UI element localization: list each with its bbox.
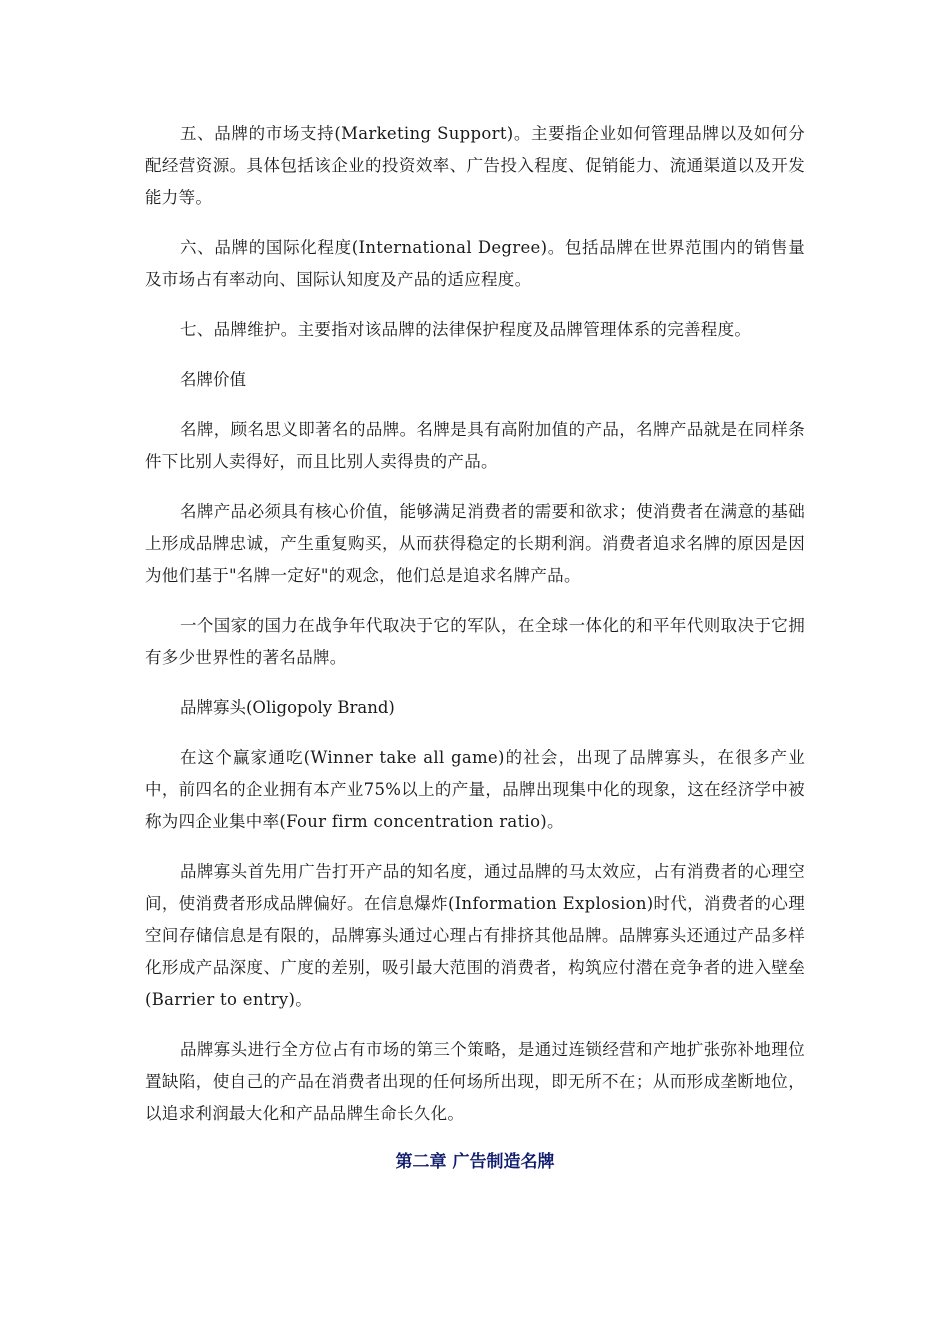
- paragraph-oligopoly-advertising: 品牌寡头首先用广告打开产品的知名度，通过品牌的马太效应，占有消费者的心理空间，使消费者形成品牌偏好。在信息爆炸(Information Explosion)时代，消费者的心理空间存储信息是有限的，品牌寡头通过心理占有排挤其他品牌。品牌寡头还通过产品多样化形成产品深度、广度的差别，吸引最大范围的消费者，构筑应付潜在竞争者的进入壁垒(Barrier to entry)。: [145, 862, 805, 1009]
- paragraph-national-power: 一个国家的国力在战争年代取决于它的军队，在全球一体化的和平年代则取决于它拥有多少世界性的著名品牌。: [145, 616, 805, 667]
- paragraph-international-degree: 六、品牌的国际化程度(International Degree)。包括品牌在世界范围内的销售量及市场占有率动向、国际认知度及产品的适应程度。: [145, 238, 805, 289]
- section-heading-oligopoly-brand: 品牌寡头(Oligopoly Brand): [180, 698, 395, 717]
- paragraph-famous-brand-core-value: 名牌产品必须具有核心价值，能够满足消费者的需要和欲求；使消费者在满意的基础上形成品牌忠诚，产生重复购买，从而获得稳定的长期利润。消费者追求名牌的原因是因为他们基于"名牌一定好"的观念，他们总是追求名牌产品。: [145, 502, 805, 585]
- section-heading-famous-brand-value: 名牌价值: [180, 370, 246, 389]
- paragraph-marketing-support: 五、品牌的市场支持(Marketing Support)。主要指企业如何管理品牌以及如何分配经营资源。具体包括该企业的投资效率、广告投入程度、促销能力、流通渠道以及开发能力等。: [145, 124, 805, 207]
- paragraph-brand-maintenance: 七、品牌维护。主要指对该品牌的法律保护程度及品牌管理体系的完善程度。: [180, 320, 752, 339]
- paragraph-famous-brand-definition: 名牌，顾名思义即著名的品牌。名牌是具有高附加值的产品，名牌产品就是在同样条件下比别人卖得好，而且比别人卖得贵的产品。: [145, 420, 805, 471]
- paragraph-oligopoly-third-strategy: 品牌寡头进行全方位占有市场的第三个策略，是通过连锁经营和产地扩张弥补地理位置缺陷，使自己的产品在消费者出现的任何场所出现，即无所不在；从而形成垄断地位，以追求利润最大化和产品品牌生命长久化。: [145, 1040, 805, 1123]
- document-page: [145, 118, 805, 1176]
- chapter-title: 第二章 广告制造名牌: [395, 1152, 555, 1172]
- paragraph-winner-take-all: 在这个赢家通吃(Winner take all game)的社会，出现了品牌寡头，在很多产业中，前四名的企业拥有本产业75%以上的产量，品牌出现集中化的现象，这在经济学中被称为四企业集中率(Four firm concentration ratio)。: [145, 748, 805, 831]
